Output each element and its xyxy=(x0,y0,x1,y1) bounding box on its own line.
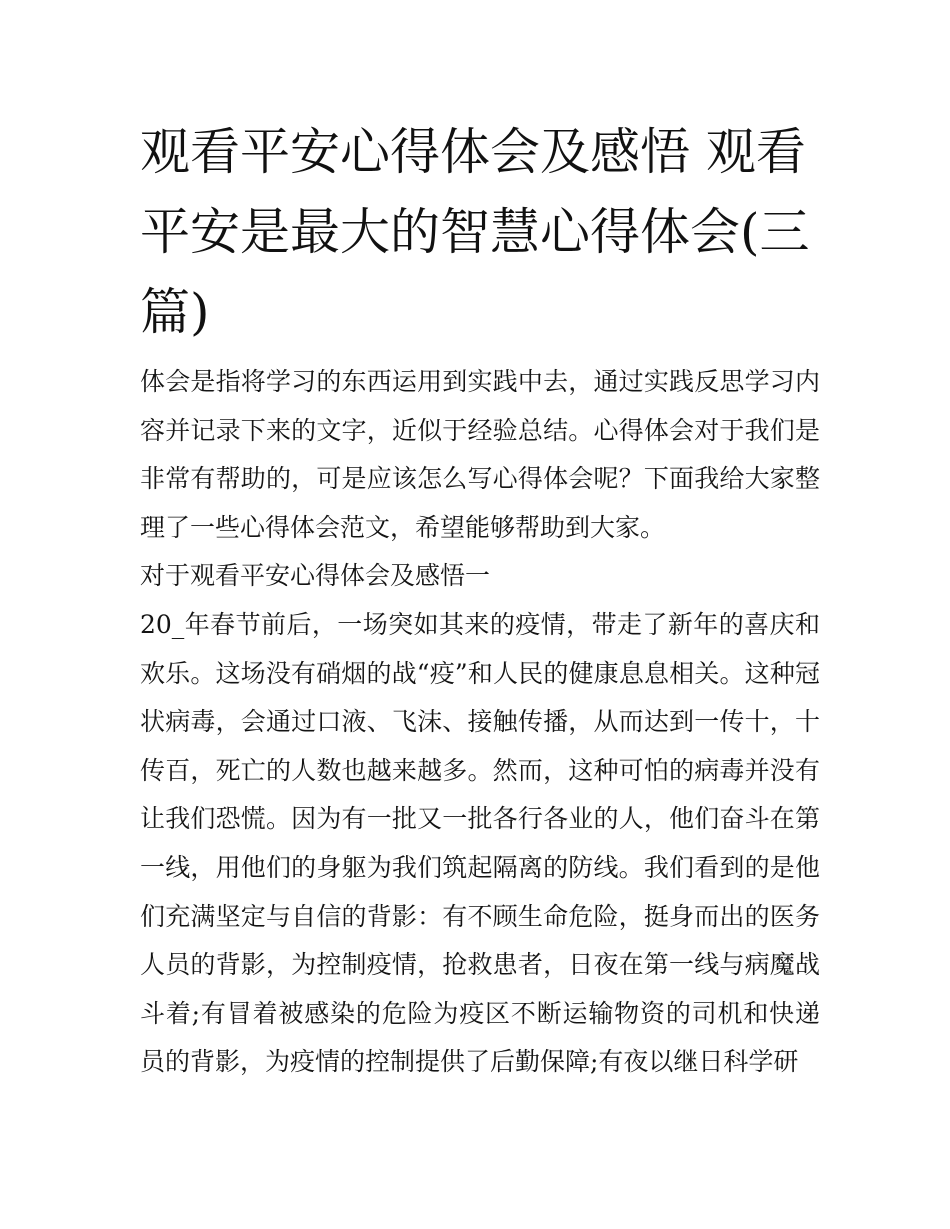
body-paragraph: 20_年春节前后，一场突如其来的疫情，带走了新年的喜庆和欢乐。这场没有硝烟的战“疫”和人民的健康息息相关。这种冠状病毒，会通过口液、飞沫、接触传播，从而达到一传十，十传百，死亡的人数也越来越多。然而，这种可怕的病毒并没有让我们恐慌。因为有一批又一批各行各业的人，他们奋斗在第一线，用他们的身躯为我们筑起隔离的防线。我们看到的是他们充满坚定与自信的背影：有不顾生命危险，挺身而出的医务人员的背影，为控制疫情，抢救患者，日夜在第一线与病魔战斗着;有冒着被感染的危险为疫区不断运输物资的司机和快递员的背影，为疫情的控制提供了后勤保障;有夜以继日科学研 xyxy=(140,609,820,1077)
intro-paragraph: 体会是指将学习的东西运用到实践中去，通过实践反思学习内容并记录下来的文字，近似于经验总结。心得体会对于我们是非常有帮助的，可是应该怎么写心得体会呢？下面我给大家整理了一些心得体会范文，希望能够帮助到大家。 xyxy=(140,367,820,542)
document-body xyxy=(140,358,820,1087)
section-heading: 对于观看平安心得体会及感悟一 xyxy=(140,561,491,591)
document-title: 观看平安心得体会及感悟 观看平安是最大的智慧心得体会(三篇) xyxy=(140,123,810,341)
